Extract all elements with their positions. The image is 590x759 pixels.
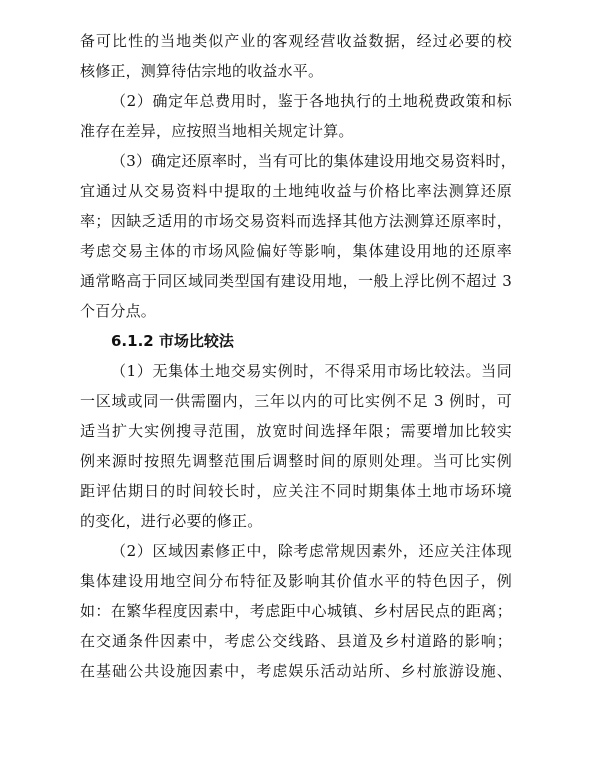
text-line: 备可比性的当地类似产业的客观经营收益数据，经过必要的校 [80, 32, 512, 50]
text-line: 一区域或同一供需圈内，三年以内的可比实例不足 3 例时，可 [80, 392, 512, 410]
text-line: 率；因缺乏适用的市场交易资料而选择其他方法测算还原率时， [80, 212, 512, 230]
text-line: （3）确定还原率时，当有可比的集体建设用地交易资料时， [111, 152, 516, 170]
paragraph-annual-cost [80, 86, 512, 146]
text-line: 集体建设用地空间分布特征及影响其价值水平的特色因子，例 [80, 572, 512, 590]
text-line: 通常略高于同区域同类型国有建设用地，一般上浮比例不超过 3 [80, 272, 512, 290]
text-line: 宜通过从交易资料中提取的土地纯收益与价格比率法测算还原 [80, 182, 512, 200]
section-heading: 6.1.2 市场比较法 [111, 332, 234, 350]
paragraph-income-data [80, 26, 512, 86]
text-line: 如：在繁华程度因素中，考虑距中心城镇、乡村居民点的距离； [80, 602, 512, 620]
text-line: （1）无集体土地交易实例时，不得采用市场比较法。当同 [111, 362, 512, 380]
text-line: 在基础公共设施因素中，考虑娱乐活动站所、乡村旅游设施、 [80, 662, 512, 680]
text-line: （2）确定年总费用时，鉴于各地执行的土地税费政策和标 [111, 92, 512, 110]
paragraph-market-comparison [80, 356, 512, 536]
text-line: 适当扩大实例搜寻范围，放宽时间选择年限；需要增加比较实 [80, 422, 512, 440]
text-line: 例来源时按照先调整范围后调整时间的原则处理。当可比实例 [80, 452, 512, 470]
text-line: 距评估期日的时间较长时，应关注不同时期集体土地市场环境 [80, 482, 512, 500]
text-line: 个百分点。 [80, 302, 157, 320]
document-page [80, 26, 516, 686]
paragraph-capitalization-rate [80, 146, 516, 326]
text-line: （2）区域因素修正中，除考虑常规因素外，还应关注体现 [111, 542, 512, 560]
text-line: 考虑交易主体的市场风险偏好等影响，集体建设用地的还原率 [80, 242, 512, 260]
text-line: 在交通条件因素中，考虑公交线路、县道及乡村道路的影响； [80, 632, 512, 650]
text-line: 核修正，测算待估宗地的收益水平。 [80, 62, 324, 80]
paragraph-regional-factors [80, 536, 512, 686]
text-line: 的变化，进行必要的修正。 [80, 512, 263, 530]
text-line: 准存在差异，应按照当地相关规定计算。 [80, 122, 354, 140]
